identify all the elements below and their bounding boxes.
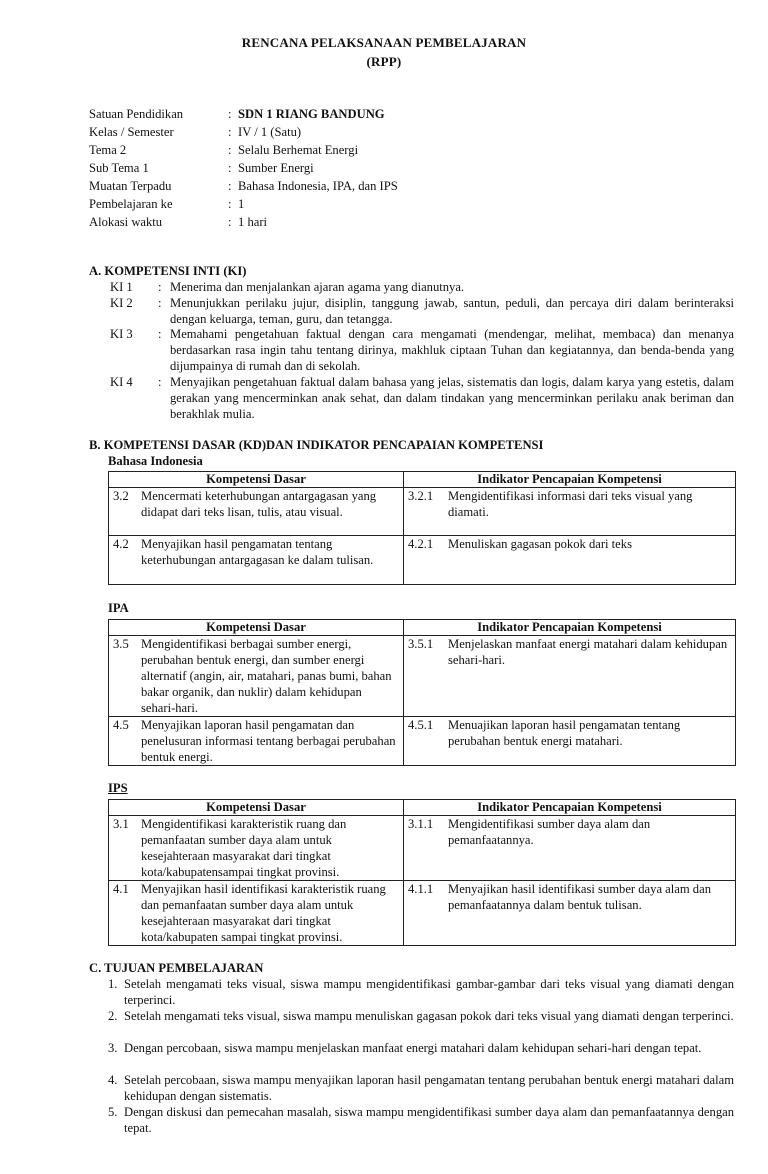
table-row: [109, 717, 736, 766]
goal-item: [108, 976, 734, 1008]
kd-text: Mencermati keterhubungan antargagasan yang didapat dari teks lisan, tulis, atau visual.: [141, 489, 377, 519]
indicator-number: 4.2.1: [408, 537, 434, 551]
ki-text: Memahami pengetahuan faktual dengan cara mengamati (mendengar, melihat, membaca) dan menanya berdasarkan rasa ingin tahu tentang dirinya, makhluk ciptaan Tuhan dan kegiatannya, dan benda-benda yang dijumpainya di rumah dan di sekolah.: [170, 327, 734, 373]
identity-row: [89, 214, 749, 231]
indicator-text: Menuliskan gagasan pokok dari teks: [448, 537, 632, 551]
table-row: [109, 536, 736, 585]
identity-label: Muatan Terpadu: [89, 179, 172, 193]
identity-value: Selalu Berhemat Energi: [238, 143, 359, 157]
identity-label: Sub Tema 1: [89, 161, 149, 175]
kd-table-ipa: [108, 619, 736, 766]
identity-row: [89, 142, 749, 159]
ki-colon: :: [158, 327, 162, 341]
kd-cell: [109, 816, 404, 881]
indicator-number: 3.1.1: [408, 817, 434, 831]
identity-colon: :: [228, 215, 232, 229]
ki-text: Menerima dan menjalankan ajaran agama yang dianutnya.: [170, 280, 465, 294]
identity-row: [89, 196, 749, 213]
subject-title-ipa: IPA: [108, 601, 129, 615]
indicator-number: 3.2.1: [408, 489, 434, 503]
table-row: [109, 636, 736, 717]
goal-item: [108, 1072, 734, 1104]
subject-title-ips: IPS: [108, 781, 128, 795]
indicator-cell: [404, 488, 736, 536]
identity-row: [89, 160, 749, 177]
kd-text: Mengidentifikasi karakteristik ruang dan pemanfaatan sumber daya alam untuk kesejahteraan masyarakat dari tingkat kota/kabupatensampai tingkat provinsi.: [141, 817, 347, 879]
identity-row: [89, 178, 749, 195]
kd-number: 3.5: [113, 637, 129, 651]
identity-value: SDN 1 RIANG BANDUNG: [238, 107, 385, 121]
column-header-kd: Kompetensi Dasar: [109, 472, 404, 488]
ki-code: KI 2: [110, 296, 133, 310]
indicator-number: 3.5.1: [408, 637, 434, 651]
table-header-row: [109, 620, 736, 636]
kd-number: 3.1: [113, 817, 129, 831]
ki-code: KI 1: [110, 280, 133, 294]
indicator-cell: [404, 636, 736, 717]
kd-cell: [109, 536, 404, 585]
column-header-kd: Kompetensi Dasar: [109, 800, 404, 816]
ki-code: KI 4: [110, 375, 133, 389]
ki-item: [110, 374, 734, 422]
kd-cell: [109, 488, 404, 536]
identity-value: IV / 1 (Satu): [238, 125, 302, 139]
indicator-text: Menuajikan laporan hasil pengamatan tentang perubahan bentuk energi matahari.: [448, 718, 681, 748]
kd-text: Menyajikan laporan hasil pengamatan dan penelusuran informasi tentang berbagai perubahan bentuk energi.: [141, 718, 396, 764]
identity-colon: :: [228, 179, 232, 193]
indicator-text: Menjelaskan manfaat energi matahari dalam kehidupan sehari-hari.: [448, 637, 728, 667]
ki-colon: :: [158, 296, 162, 310]
table-header-row: [109, 472, 736, 488]
column-header-indicator: Indikator Pencapaian Kompetensi: [404, 472, 736, 488]
identity-colon: :: [228, 161, 232, 175]
document-title: RENCANA PELAKSANAAN PEMBELAJARAN: [241, 35, 527, 50]
table-row: [109, 881, 736, 946]
subject-title-bahasa-indonesia: Bahasa Indonesia: [108, 454, 203, 468]
section-heading-kd: B. KOMPETENSI DASAR (KD)DAN INDIKATOR PENCAPAIAN KOMPETENSI: [89, 438, 544, 452]
identity-row: [89, 124, 749, 141]
identity-value: 1 hari: [238, 215, 268, 229]
identity-value: 1: [238, 197, 245, 211]
kd-text: Mengidentifikasi berbagai sumber energi, perubahan bentuk energi, dan sumber energi alternatif (angin, air, matahari, panas bumi, bahan bakar organik, dan nuklir) dalam kehidupan sehari-hari.: [141, 637, 392, 715]
identity-label: Pembelajaran ke: [89, 197, 173, 211]
identity-label: Alokasi waktu: [89, 215, 163, 229]
identity-colon: :: [228, 143, 232, 157]
section-heading-goals: C. TUJUAN PEMBELAJARAN: [89, 961, 264, 975]
goal-number: 2.: [108, 1009, 118, 1023]
ki-text: Menyajikan pengetahuan faktual dalam bahasa yang jelas, sistematis dan logis, dalam karya yang estetis, dalam gerakan yang mencerminkan anak sehat, dan dalam tindakan yang mencerminkan perilaku anak beriman dan berakhlak mulia.: [170, 375, 734, 421]
ki-colon: :: [158, 280, 162, 294]
goal-text: Dengan diskusi dan pemecahan masalah, siswa mampu mengidentifikasi sumber daya alam dan pemanfaatannya dengan tepat.: [124, 1105, 734, 1135]
ki-colon: :: [158, 375, 162, 389]
section-heading-ki: A. KOMPETENSI INTI (KI): [89, 264, 247, 278]
column-header-indicator: Indikator Pencapaian Kompetensi: [404, 620, 736, 636]
kd-cell: [109, 636, 404, 717]
identity-row: [89, 106, 749, 123]
identity-label: Satuan Pendidikan: [89, 107, 184, 121]
identity-value: Sumber Energi: [238, 161, 314, 175]
column-header-indicator: Indikator Pencapaian Kompetensi: [404, 800, 736, 816]
indicator-text: Mengidentifikasi informasi dari teks visual yang diamati.: [448, 489, 693, 519]
indicator-number: 4.5.1: [408, 718, 434, 732]
ki-code: KI 3: [110, 327, 133, 341]
kd-number: 3.2: [113, 489, 129, 503]
indicator-cell: [404, 717, 736, 766]
goal-text: Setelah mengamati teks visual, siswa mampu menuliskan gagasan pokok dari teks visual yang diamati dengan terperinci.: [124, 1009, 734, 1023]
kd-table-bahasa-indonesia: [108, 471, 736, 585]
goal-number: 3.: [108, 1041, 118, 1055]
goal-text: Setelah percobaan, siswa mampu menyajikan laporan hasil pengamatan tentang perubahan bentuk energi matahari dalam kehidupan dengan sistematis.: [124, 1073, 734, 1103]
identity-label: Tema 2: [89, 143, 127, 157]
goal-number: 1.: [108, 977, 118, 991]
column-header-kd: Kompetensi Dasar: [109, 620, 404, 636]
ki-item: [110, 295, 734, 327]
indicator-cell: [404, 881, 736, 946]
kd-cell: [109, 717, 404, 766]
kd-text: Menyajikan hasil pengamatan tentang keterhubungan antargagasan ke dalam tulisan.: [141, 537, 374, 567]
goal-item: [108, 1104, 734, 1136]
table-header-row: [109, 800, 736, 816]
kd-table-ips: [108, 799, 736, 946]
goal-number: 5.: [108, 1105, 118, 1119]
indicator-cell: [404, 816, 736, 881]
kd-text: Menyajikan hasil identifikasi karakteristik ruang dan pemanfaatan sumber daya alam untuk kesejahteraan masyarakat dari tingkat kota/kabupaten sampai tingkat provinsi.: [141, 882, 386, 944]
identity-colon: :: [228, 107, 232, 121]
ki-item: [110, 279, 734, 295]
ki-item: [110, 326, 734, 374]
identity-label: Kelas / Semester: [89, 125, 174, 139]
indicator-number: 4.1.1: [408, 882, 434, 896]
kd-number: 4.5: [113, 718, 129, 732]
ki-text: Menunjukkan perilaku jujur, disiplin, tanggung jawab, santun, peduli, dan percaya diri dalam berinteraksi dengan keluarga, teman, guru, dan tetangga.: [170, 296, 734, 326]
table-row: [109, 488, 736, 536]
indicator-text: Menyajikan hasil identifikasi sumber daya alam dan pemanfaatannya dalam bentuk tulisan.: [448, 882, 711, 912]
goal-item: [108, 1040, 734, 1072]
document-subtitle: (RPP): [366, 54, 402, 69]
goal-text: Dengan percobaan, siswa mampu menjelaskan manfaat energi matahari dalam kehidupan sehari-hari dengan tepat.: [124, 1041, 702, 1055]
goal-text: Setelah mengamati teks visual, siswa mampu mengidentifikasi gambar-gambar dari teks visual yang diamati dengan terperinci.: [124, 977, 734, 1007]
goal-item: [108, 1008, 734, 1040]
identity-colon: :: [228, 197, 232, 211]
kd-number: 4.1: [113, 882, 129, 896]
kd-cell: [109, 881, 404, 946]
table-row: [109, 816, 736, 881]
identity-value: Bahasa Indonesia, IPA, dan IPS: [238, 179, 398, 193]
identity-colon: :: [228, 125, 232, 139]
indicator-text: Mengidentifikasi sumber daya alam dan pemanfaatannya.: [448, 817, 651, 847]
indicator-cell: [404, 536, 736, 585]
goal-number: 4.: [108, 1073, 118, 1087]
kd-number: 4.2: [113, 537, 129, 551]
